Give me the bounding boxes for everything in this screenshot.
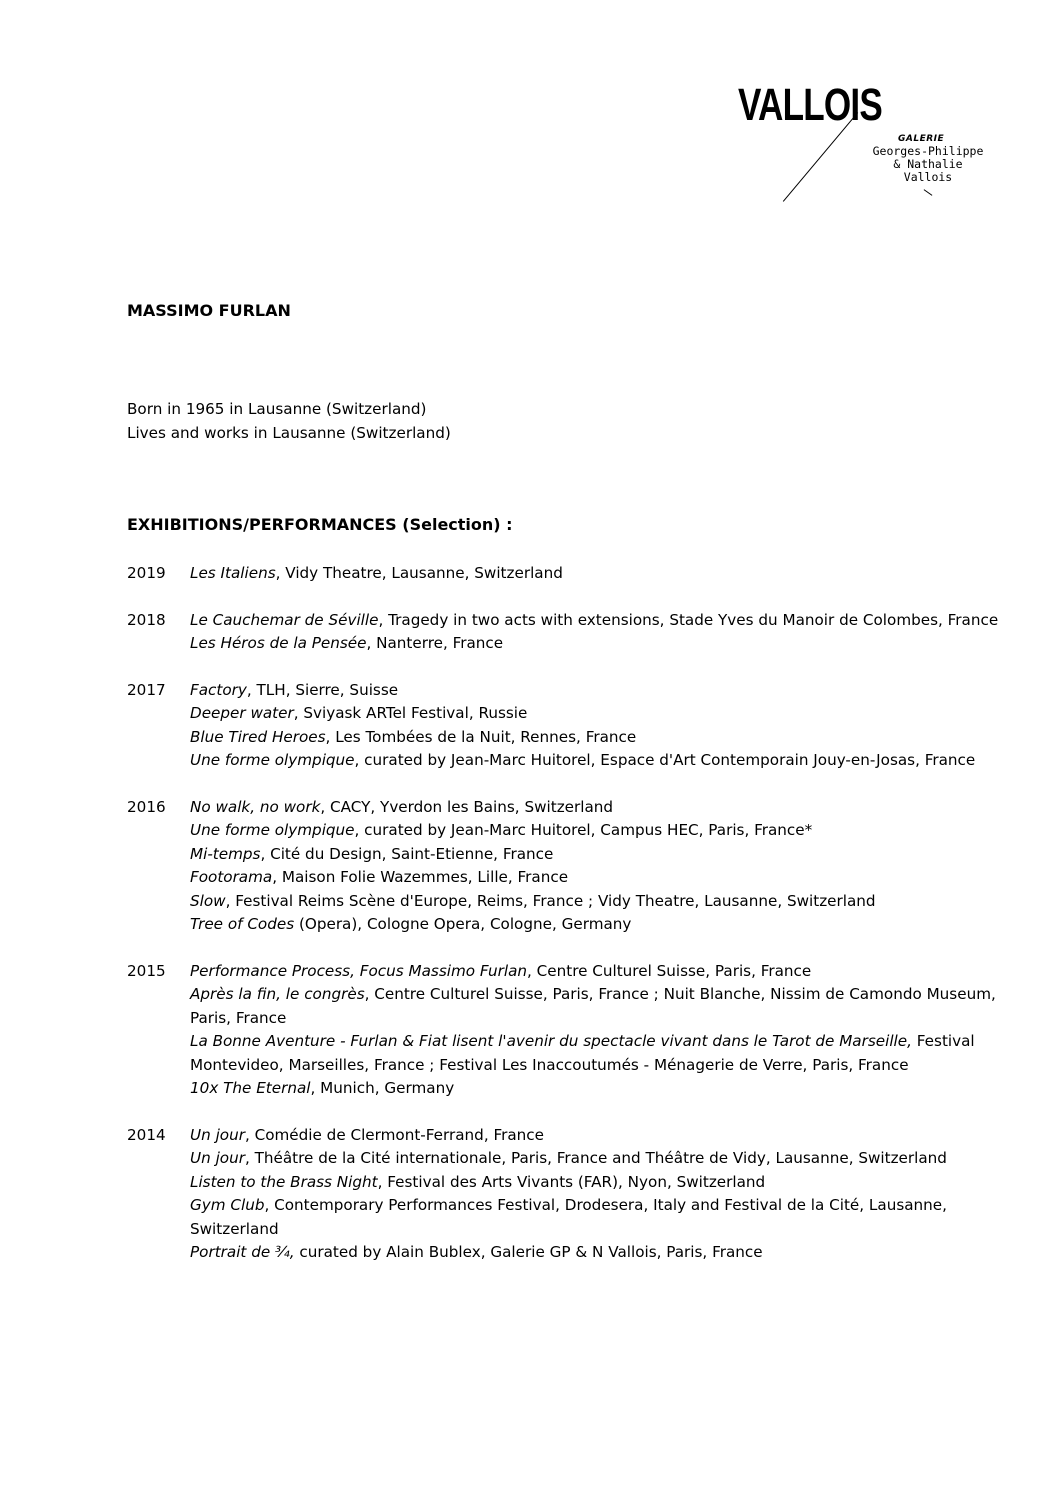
logo-sub-line: Vallois (903, 170, 953, 184)
exhibition-entry (190, 1171, 1017, 1195)
exhibition-entry (190, 866, 1017, 890)
exhibition-entry (190, 983, 1017, 1030)
gallery-logo (738, 79, 988, 212)
exhibition-title: Listen to the Brass Night (190, 1172, 378, 1191)
exhibition-details: , Vidy Theatre, Lausanne, Switzerland (275, 564, 563, 582)
exhibition-details: , Sviyask ARTel Festival, Russie (293, 704, 528, 722)
exhibition-title: Deeper water (190, 704, 294, 722)
exhibition-details: , Centre Culturel Suisse, Paris, France (527, 961, 812, 980)
logo-tick (924, 189, 933, 196)
exhibition-title: No walk, no work (190, 797, 321, 816)
year-label: 2015 (127, 961, 166, 980)
year-block (127, 562, 1017, 586)
exhibition-title: Le Cauchemar de Séville (190, 610, 379, 629)
exhibition-entry (190, 702, 1017, 726)
year-entries (190, 562, 1017, 586)
exhibition-details: , Les Tombées de la Nuit, Rennes, France (325, 727, 637, 746)
exhibition-details: , curated by Jean-Marc Huitorel, Campus HEC, Paris, France* (354, 821, 813, 839)
year-label: 2014 (127, 1125, 166, 1144)
exhibition-entry (190, 890, 1017, 914)
year-entries (190, 609, 1017, 656)
exhibition-title: Un jour (190, 1149, 245, 1167)
exhibition-details: , Contemporary Performances Festival, Drodesera, Italy and Festival de la Cité, Lausanne, Switzerland (190, 1196, 947, 1238)
year-label: 2018 (127, 610, 166, 629)
year-entries (190, 960, 1017, 1101)
exhibition-title: Une forme olympique (190, 821, 355, 839)
bio-line: Lives and works in Lausanne (Switzerland) (127, 424, 451, 442)
exhibition-details: , Festival des Arts Vivants (FAR), Nyon, Switzerland (377, 1172, 766, 1191)
exhibition-details: , Cité du Design, Saint-Etienne, France (260, 844, 554, 863)
exhibition-details: , Festival Reims Scène d'Europe, Reims, France ; Vidy Theatre, Lausanne, Switzerland (225, 891, 876, 910)
exhibition-entry (190, 1241, 1017, 1265)
exhibition-details: , curated by Jean-Marc Huitorel, Espace d'Art Contemporain Jouy-en-Josas, France (354, 751, 976, 769)
exhibition-details: , Maison Folie Wazemmes, Lille, France (272, 868, 569, 886)
year-block (127, 679, 1017, 773)
exhibition-entry (190, 562, 1017, 586)
exhibition-entry (190, 1124, 1017, 1148)
artist-name: MASSIMO FURLAN (127, 301, 291, 320)
exhibition-details: , Nanterre, France (366, 634, 504, 652)
exhibition-entry (190, 609, 1017, 633)
year-entries (190, 796, 1017, 937)
exhibition-title: Footorama (190, 868, 273, 886)
exhibition-entry (190, 913, 1017, 937)
exhibition-details: , Centre Culturel Suisse, Paris, France ; Nuit Blanche, Nissim de Camondo Museum, Paris, France (190, 985, 996, 1027)
year-entries (190, 679, 1017, 773)
exhibitions-list (127, 562, 1017, 1288)
exhibition-entry (190, 1030, 1017, 1077)
logo-subtitle (868, 145, 988, 184)
exhibition-entry (190, 796, 1017, 820)
exhibition-title: Factory (190, 680, 247, 699)
exhibition-title: La Bonne Aventure - Furlan & Fiat lisent l'avenir du spectacle vivant dans le Tarot de Marseille, (190, 1032, 912, 1050)
exhibition-title: Slow (190, 891, 226, 910)
exhibition-entry (190, 1194, 1017, 1241)
logo-sub-line: Georges-Philippe (872, 144, 984, 158)
exhibition-details: , Munich, Germany (310, 1079, 455, 1097)
exhibition-title: Mi-temps (190, 844, 261, 863)
exhibition-details: , CACY, Yverdon les Bains, Switzerland (320, 797, 614, 816)
year-block (127, 1124, 1017, 1265)
exhibition-title: Après la fin, le congrès (190, 985, 365, 1003)
exhibition-details: , Tragedy in two acts with extensions, Stade Yves du Manoir de Colombes, France (378, 610, 999, 629)
year-label: 2017 (127, 680, 166, 699)
exhibition-entry (190, 960, 1017, 984)
year-entries (190, 1124, 1017, 1265)
exhibition-details: Festival Montevideo, Marseilles, France ; Festival Les Inaccoutumés - Ménagerie de Verre, Paris, France (190, 1032, 975, 1074)
exhibition-details: curated by Alain Bublex, Galerie GP & N Vallois, Paris, France (294, 1243, 763, 1261)
exhibition-entry (190, 749, 1017, 773)
exhibition-title: Performance Process, Focus Massimo Furlan (190, 961, 528, 980)
exhibition-title: Un jour (190, 1125, 245, 1144)
year-block (127, 796, 1017, 937)
exhibition-title: Tree of Codes (190, 915, 295, 933)
exhibition-entry (190, 1077, 1017, 1101)
bio-line: Born in 1965 in Lausanne (Switzerland) (127, 400, 427, 418)
year-block (127, 609, 1017, 656)
exhibition-details: (Opera), Cologne Opera, Cologne, Germany (294, 915, 632, 933)
artist-bio (127, 397, 451, 445)
exhibition-title: Blue Tired Heroes (190, 727, 326, 746)
exhibition-title: Les Italiens (190, 564, 276, 582)
exhibition-entry (190, 1147, 1017, 1171)
year-label: 2019 (127, 564, 166, 582)
logo-galerie: GALERIE (898, 134, 945, 144)
logo-name: VALLOIS (738, 79, 883, 130)
exhibition-details: , TLH, Sierre, Suisse (246, 680, 399, 699)
exhibition-details: , Théâtre de la Cité internationale, Paris, France and Théâtre de Vidy, Lausanne, Switzerland (244, 1149, 947, 1167)
section-title: EXHIBITIONS/PERFORMANCES (Selection) : (127, 515, 513, 534)
year-label: 2016 (127, 797, 166, 816)
exhibition-title: Les Héros de la Pensée (190, 634, 367, 652)
exhibition-entry (190, 843, 1017, 867)
exhibition-title: Une forme olympique (190, 751, 355, 769)
exhibition-title: 10x The Eternal (190, 1079, 311, 1097)
exhibition-entry (190, 726, 1017, 750)
exhibition-entry (190, 632, 1017, 656)
year-block (127, 960, 1017, 1101)
exhibition-entry (190, 819, 1017, 843)
exhibition-details: , Comédie de Clermont-Ferrand, France (244, 1125, 544, 1144)
exhibition-title: Portrait de ¾, (190, 1243, 295, 1261)
logo-sub-line: & Nathalie (893, 157, 963, 171)
exhibition-entry (190, 679, 1017, 703)
exhibition-title: Gym Club (190, 1196, 265, 1214)
